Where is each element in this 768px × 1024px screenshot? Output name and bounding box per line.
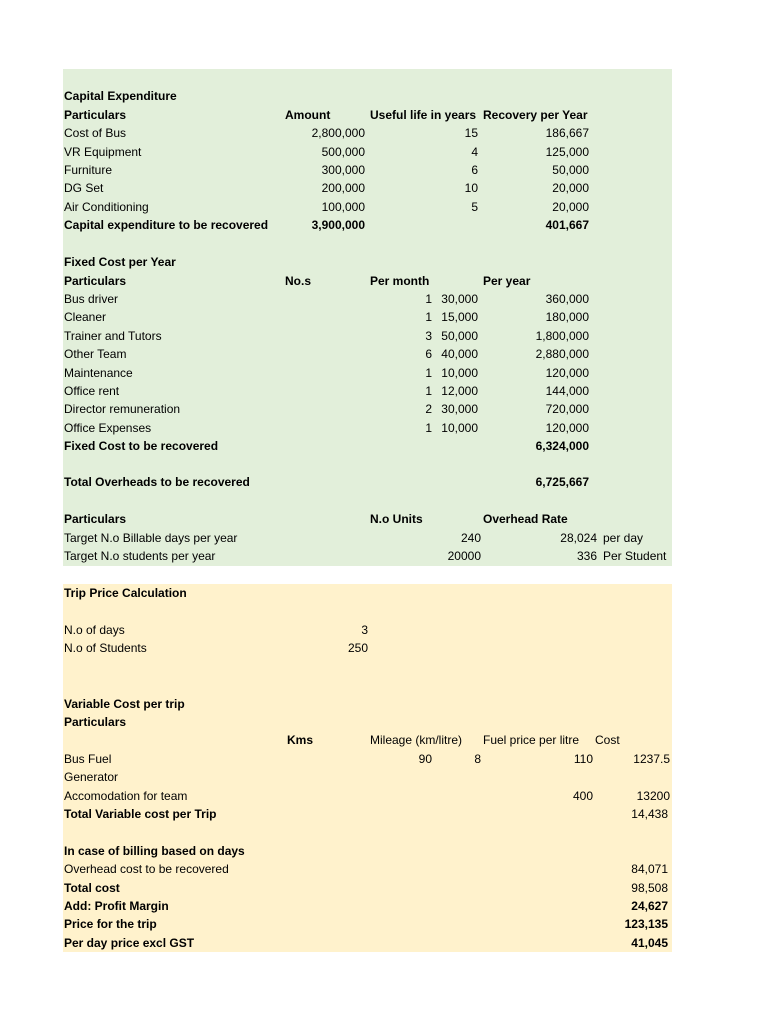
fixed-nos: 3	[425, 329, 432, 343]
table-row	[63, 768, 672, 786]
fixed-nos: 1	[425, 310, 432, 324]
fixed-item: Maintenance	[64, 366, 133, 380]
table-row	[63, 934, 672, 952]
trip-days-label: N.o of days	[64, 623, 125, 637]
table-row	[63, 382, 672, 400]
capex-header-recovery: Recovery per Year	[483, 108, 588, 122]
capex-total-recovery: 401,667	[545, 218, 589, 232]
rate-units: 20000	[447, 549, 481, 563]
rate-item: Target N.o students per year	[64, 549, 216, 563]
trip-title: Trip Price Calculation	[64, 586, 187, 600]
overheads-value: 6,725,667	[535, 475, 589, 489]
fixed-item: Director remuneration	[64, 402, 181, 416]
trip-section	[63, 584, 672, 952]
variable-header-fuel-price: Fuel price per litre	[483, 733, 580, 747]
table-row	[63, 364, 672, 382]
fixed-per-month: 50,000	[441, 329, 478, 343]
fixed-per-month: 30,000	[441, 292, 478, 306]
table-row	[63, 327, 672, 345]
capex-item: Cost of Bus	[64, 126, 127, 140]
variable-header-cost: Cost	[595, 733, 620, 747]
capex-item: Air Conditioning	[64, 200, 149, 214]
capex-recovery: 50,000	[552, 163, 589, 177]
table-row	[63, 750, 672, 768]
trip-students-row	[63, 639, 672, 657]
variable-header-mileage: Mileage (km/litre)	[370, 733, 463, 747]
fixed-item: Office rent	[64, 384, 120, 398]
table-row	[63, 860, 672, 878]
fixed-total-row	[63, 437, 672, 455]
capex-total-label: Capital expenditure to be recovered	[64, 218, 269, 232]
billing-title: In case of billing based on days	[64, 844, 245, 858]
fixed-per-year: 2,880,000	[535, 347, 589, 361]
fixed-item: Bus driver	[64, 292, 119, 306]
billing-label: Price for the trip	[64, 917, 157, 931]
variable-title: Variable Cost per trip	[64, 697, 185, 711]
table-row	[63, 198, 672, 216]
fixed-per-month: 40,000	[441, 347, 478, 361]
capex-title-row	[63, 87, 672, 105]
fixed-title-row	[63, 253, 672, 271]
variable-mileage: 8	[474, 752, 481, 766]
capex-title: Capital Expenditure	[64, 89, 177, 103]
capex-total-row	[63, 216, 672, 234]
capex-recovery: 20,000	[552, 181, 589, 195]
fixed-per-year: 720,000	[545, 402, 589, 416]
variable-fuel-price: 110	[573, 752, 593, 766]
billing-title-row	[63, 842, 672, 860]
capex-header-row	[63, 106, 672, 124]
fixed-header-row	[63, 272, 672, 290]
variable-total-label: Total Variable cost per Trip	[64, 807, 217, 821]
fixed-header-per-month: Per month	[370, 274, 430, 288]
capex-amount: 200,000	[321, 181, 365, 195]
fixed-header-nos: No.s	[285, 274, 312, 288]
variable-total-row	[63, 805, 672, 823]
billing-label: Overhead cost to be recovered	[64, 862, 229, 876]
capex-item: VR Equipment	[64, 145, 142, 159]
fixed-per-month: 12,000	[441, 384, 478, 398]
capex-item: DG Set	[64, 181, 104, 195]
capex-amount: 500,000	[321, 145, 365, 159]
capex-recovery: 186,667	[545, 126, 589, 140]
capex-recovery: 125,000	[545, 145, 589, 159]
fixed-nos: 1	[425, 292, 432, 306]
trip-students-value: 250	[347, 641, 368, 655]
fixed-nos: 1	[425, 366, 432, 380]
fixed-nos: 6	[425, 347, 432, 361]
trip-days-row	[63, 621, 672, 639]
capex-recovery: 20,000	[552, 200, 589, 214]
table-row	[63, 787, 672, 805]
capex-header-amount: Amount	[285, 108, 331, 122]
table-row	[63, 290, 672, 308]
trip-students-label: N.o of Students	[64, 641, 147, 655]
table-row	[63, 161, 672, 179]
fixed-per-year: 144,000	[545, 384, 589, 398]
fixed-total-label: Fixed Cost to be recovered	[64, 439, 219, 453]
fixed-nos: 2	[425, 402, 432, 416]
table-row	[63, 915, 672, 933]
billing-label: Total cost	[64, 881, 120, 895]
table-row	[63, 419, 672, 437]
variable-total-value: 14,438	[631, 807, 668, 821]
capex-item: Furniture	[64, 163, 113, 177]
variable-title-row	[63, 695, 672, 713]
capex-life: 10	[464, 181, 478, 195]
fixed-item: Trainer and Tutors	[64, 329, 162, 343]
variable-cost: 13200	[636, 789, 670, 803]
overheads-total-row	[63, 473, 672, 491]
table-row	[63, 308, 672, 326]
capex-amount: 100,000	[321, 200, 365, 214]
capex-life: 5	[471, 200, 478, 214]
billing-label: Per day price excl GST	[64, 936, 195, 950]
variable-cost: 1237.5	[633, 752, 670, 766]
trip-days-value: 3	[361, 623, 368, 637]
fixed-per-year: 120,000	[545, 366, 589, 380]
fixed-item: Cleaner	[64, 310, 107, 324]
rates-header-units: N.o Units	[370, 512, 423, 526]
billing-value: 98,508	[631, 881, 668, 895]
variable-item: Accomodation for team	[64, 789, 188, 803]
table-row	[63, 143, 672, 161]
capex-amount: 2,800,000	[311, 126, 365, 140]
capex-total-amount: 3,900,000	[311, 218, 365, 232]
fixed-nos: 1	[425, 384, 432, 398]
table-row	[63, 897, 672, 915]
trip-title-row	[63, 584, 672, 602]
overhead-section	[63, 69, 672, 566]
fixed-per-year: 120,000	[545, 421, 589, 435]
variable-item: Generator	[64, 770, 119, 784]
capex-amount: 300,000	[321, 163, 365, 177]
capex-life: 6	[471, 163, 478, 177]
capex-header-particulars: Particulars	[64, 108, 127, 122]
fixed-title: Fixed Cost per Year	[64, 255, 176, 269]
fixed-per-month: 10,000	[441, 366, 478, 380]
table-row	[63, 547, 672, 565]
rate-value: 336	[576, 549, 597, 563]
capex-life: 4	[471, 145, 478, 159]
table-row	[63, 879, 672, 897]
rates-header-overhead-rate: Overhead Rate	[483, 512, 568, 526]
capex-life: 15	[464, 126, 478, 140]
variable-header-kms: Kms	[287, 733, 314, 747]
billing-value: 123,135	[624, 917, 668, 931]
fixed-total-value: 6,324,000	[535, 439, 589, 453]
fixed-per-month: 15,000	[441, 310, 478, 324]
billing-value: 24,627	[631, 899, 668, 913]
fixed-item: Other Team	[64, 347, 127, 361]
table-row	[63, 345, 672, 363]
fixed-per-month: 30,000	[441, 402, 478, 416]
variable-header-row	[63, 731, 672, 749]
variable-fuel-price: 400	[572, 789, 593, 803]
variable-item: Bus Fuel	[64, 752, 112, 766]
fixed-item: Office Expenses	[64, 421, 152, 435]
capex-header-life: Useful life in years	[370, 108, 477, 122]
table-row	[63, 400, 672, 418]
rate-value: 28,024	[560, 531, 597, 545]
table-row	[63, 529, 672, 547]
billing-value: 41,045	[631, 936, 668, 950]
billing-label: Add: Profit Margin	[64, 899, 169, 913]
rate-units: 240	[460, 531, 481, 545]
rate-unit-label: per day	[603, 531, 644, 545]
fixed-per-year: 360,000	[545, 292, 589, 306]
overheads-label: Total Overheads to be recovered	[64, 475, 250, 489]
fixed-nos: 1	[425, 421, 432, 435]
fixed-per-year: 180,000	[545, 310, 589, 324]
rates-header-row	[63, 510, 672, 528]
fixed-per-month: 10,000	[441, 421, 478, 435]
fixed-header-particulars: Particulars	[64, 274, 127, 288]
rate-unit-label: Per Student	[603, 549, 667, 563]
rates-header-particulars: Particulars	[64, 512, 127, 526]
table-row	[63, 179, 672, 197]
variable-particulars-row	[63, 713, 672, 731]
fixed-per-year: 1,800,000	[535, 329, 589, 343]
table-row	[63, 124, 672, 142]
variable-particulars: Particulars	[64, 715, 127, 729]
fixed-header-per-year: Per year	[483, 274, 531, 288]
variable-kms: 90	[418, 752, 432, 766]
billing-value: 84,071	[631, 862, 668, 876]
rate-item: Target N.o Billable days per year	[64, 531, 238, 545]
